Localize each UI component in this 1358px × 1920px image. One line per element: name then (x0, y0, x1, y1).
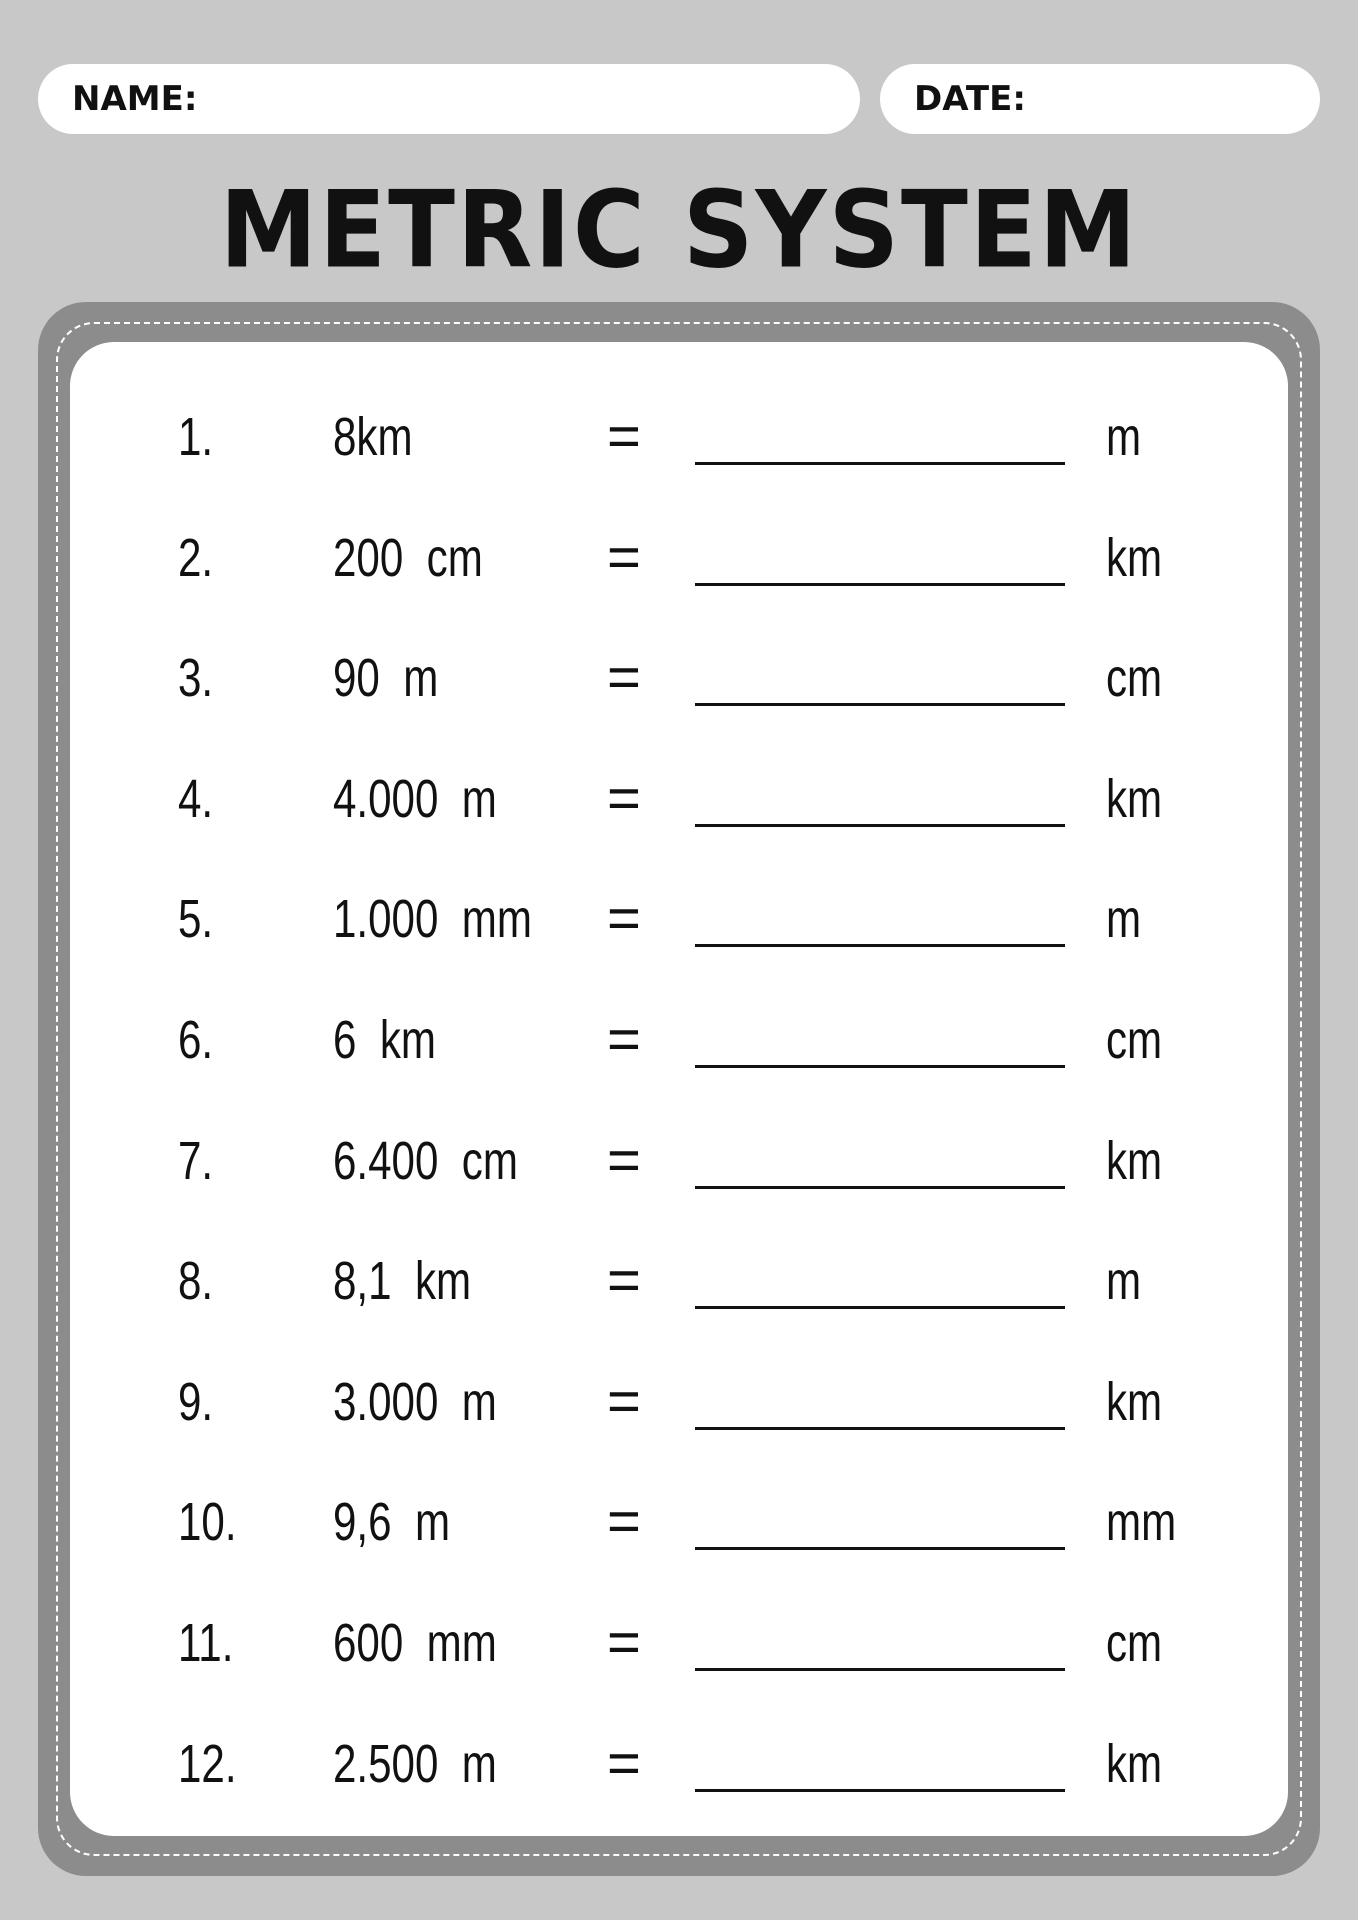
problem-row (0, 1236, 1358, 1357)
target-unit: cm (1106, 648, 1163, 709)
equals-sign: = (607, 524, 641, 590)
problem-number: 3. (178, 648, 214, 709)
equals-sign: = (607, 886, 641, 952)
given-quantity: 200 cm (333, 527, 483, 588)
given-quantity: 8km (333, 407, 413, 467)
problem-row (0, 874, 1358, 995)
equals-sign: = (607, 645, 641, 711)
given-quantity: 600 mm (333, 1612, 497, 1673)
given-quantity: 2.500 m (333, 1733, 497, 1794)
target-unit: km (1106, 768, 1163, 829)
problem-number: 9. (178, 1371, 214, 1432)
answer-blank[interactable] (695, 1789, 1065, 1792)
problem-number: 12. (178, 1733, 237, 1794)
answer-blank[interactable] (695, 1306, 1065, 1309)
date-label: DATE: (914, 79, 1026, 119)
answer-blank[interactable] (695, 1427, 1065, 1430)
problem-number: 1. (178, 407, 214, 467)
problem-row (0, 513, 1358, 634)
equals-sign: = (607, 1609, 641, 1675)
equals-sign: = (607, 404, 641, 469)
problem-number: 10. (178, 1492, 237, 1553)
given-quantity: 90 m (333, 648, 439, 709)
equals-sign: = (607, 1368, 641, 1434)
given-quantity: 3.000 m (333, 1371, 497, 1432)
worksheet-title: METRIC SYSTEM (219, 169, 1139, 293)
target-unit: m (1106, 407, 1142, 467)
name-field[interactable] (38, 64, 860, 134)
target-unit: cm (1106, 1009, 1163, 1070)
problem-row (0, 754, 1358, 875)
target-unit: m (1106, 889, 1142, 950)
problem-row (0, 995, 1358, 1116)
problem-number: 2. (178, 527, 214, 588)
problem-row (0, 1598, 1358, 1719)
answer-blank[interactable] (695, 1547, 1065, 1550)
target-unit: km (1106, 1371, 1163, 1432)
answer-blank[interactable] (695, 462, 1065, 465)
equals-sign: = (607, 1730, 641, 1796)
problem-number: 11. (178, 1612, 234, 1673)
target-unit: km (1106, 1130, 1163, 1191)
answer-blank[interactable] (695, 1186, 1065, 1189)
date-field[interactable] (880, 64, 1320, 134)
answer-blank[interactable] (695, 583, 1065, 586)
equals-sign: = (607, 1006, 641, 1072)
problem-row (0, 1357, 1358, 1478)
target-unit: cm (1106, 1612, 1163, 1673)
target-unit: km (1106, 527, 1163, 588)
problem-row (0, 633, 1358, 754)
problem-number: 4. (178, 768, 214, 829)
answer-blank[interactable] (695, 703, 1065, 706)
problem-row (0, 1116, 1358, 1237)
given-quantity: 1.000 mm (333, 889, 532, 950)
problem-number: 8. (178, 1251, 214, 1312)
target-unit: mm (1106, 1492, 1177, 1553)
problem-row (0, 392, 1358, 513)
given-quantity: 8,1 km (333, 1251, 472, 1312)
problem-number: 6. (178, 1009, 214, 1070)
given-quantity: 9,6 m (333, 1492, 451, 1553)
equals-sign: = (607, 1127, 641, 1193)
problem-number: 7. (178, 1130, 214, 1191)
answer-blank[interactable] (695, 824, 1065, 827)
given-quantity: 6 km (333, 1009, 436, 1070)
name-label: NAME: (72, 79, 198, 119)
equals-sign: = (607, 1489, 641, 1555)
answer-blank[interactable] (695, 1668, 1065, 1671)
given-quantity: 4.000 m (333, 768, 497, 829)
problem-row (0, 1477, 1358, 1598)
equals-sign: = (607, 765, 641, 831)
answer-blank[interactable] (695, 1065, 1065, 1068)
problem-list (0, 392, 1358, 1839)
problem-row (0, 1719, 1358, 1840)
answer-blank[interactable] (695, 944, 1065, 947)
target-unit: km (1106, 1733, 1163, 1794)
equals-sign: = (607, 1248, 641, 1314)
target-unit: m (1106, 1251, 1142, 1312)
problem-number: 5. (178, 889, 214, 950)
given-quantity: 6.400 cm (333, 1130, 518, 1191)
